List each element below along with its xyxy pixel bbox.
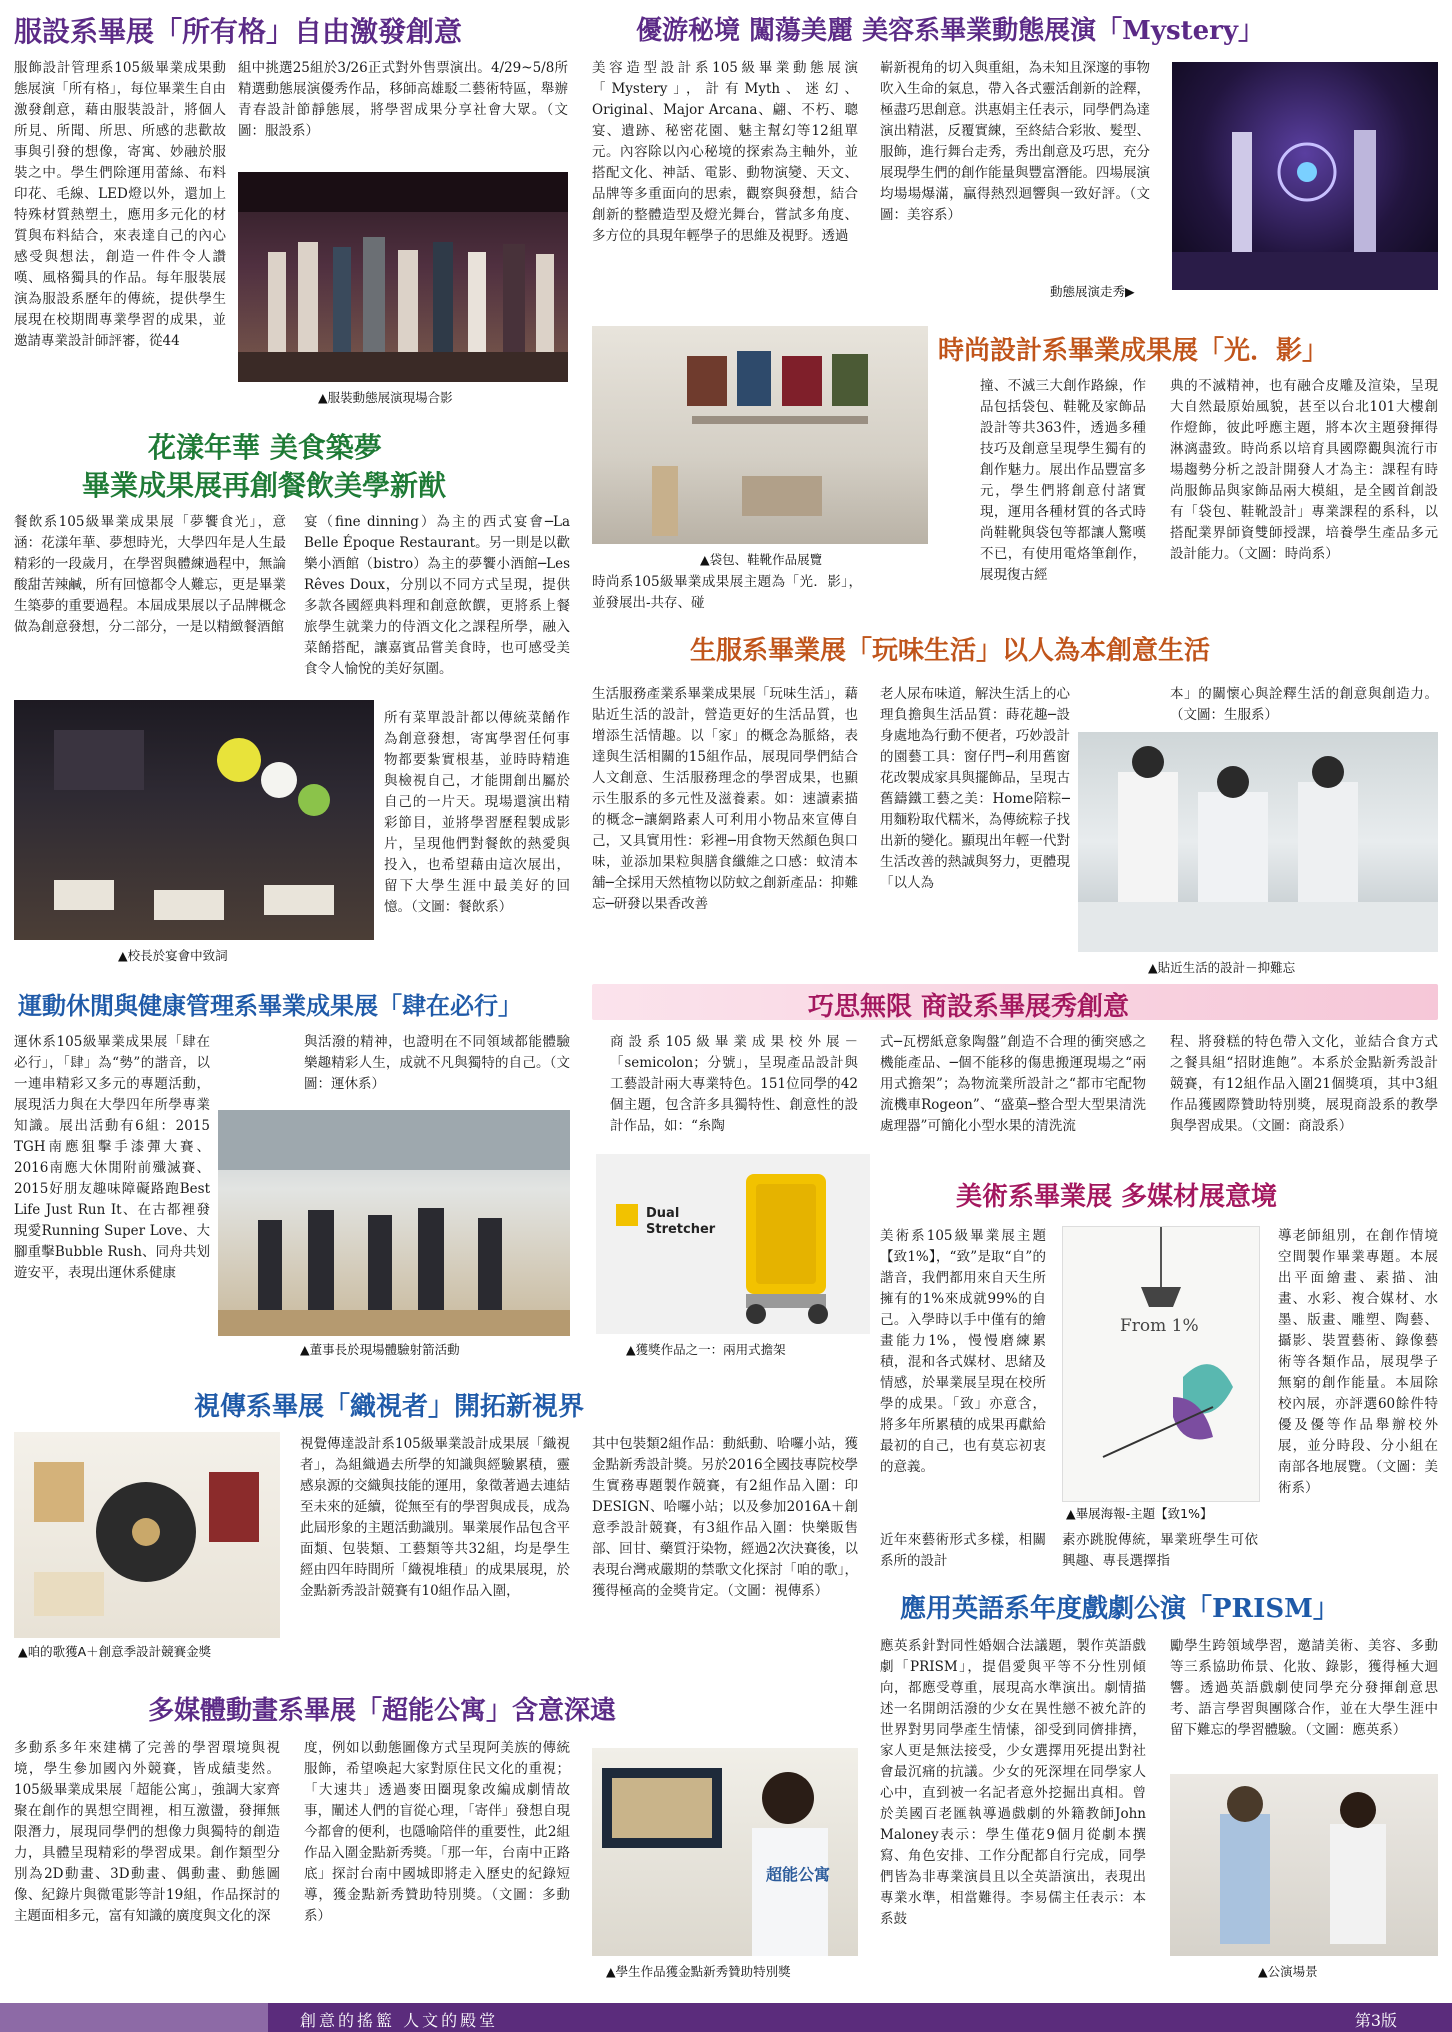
- fine-arts-col2: 導老師組別，在創作情境空間製作畢業專題。本展出平面繪畫、素描、油畫、水彩、複合媒材、水墨、版畫、雕塑、陶藝、攝影、裝置藝術、錄像藝術等各類作品，展現學子無窮的創作能量。本屆除校內展，亦評選60餘件特優及優等作品舉辦校外展，並分時段、分小組在南部各地展覽。（文圖：美術系）: [1278, 1228, 1438, 1496]
- bags-shoes-illustration: [592, 326, 928, 544]
- visual-comm-product-photo: [14, 1432, 280, 1638]
- life-service-title: 生服系畢業展「玩味生活」以人為本創意生活: [690, 636, 1211, 666]
- fine-arts-col1: 美術系105級畢業展主題【致1%】，“致”是取“自”的諧音，我們都用來自天生所擁有的1%來成就99%的自己。入學時以手中僅有的繪畫能力1%，慢慢磨練累積，混和各式媒材、思緒及情感，於畢業展呈現在校所學的成果。「致」亦意含，將多年所累積的成果再獻給最初的自己，也有莫忘初衷的意義。: [880, 1228, 1046, 1475]
- fine-arts-poster-caption: ▲畢展海報-主題【致1%】: [1066, 1506, 1213, 1521]
- life-service-photo-caption: ▲貼近生活的設計－抑難忘: [1148, 960, 1296, 975]
- cosmetology-photo-caption: 動態展演走秀▶: [1050, 284, 1135, 299]
- banquet-balloons-illustration: [14, 700, 374, 940]
- fashion-design-col2: 組中挑選25組於3/26正式對外售票演出。4/29~5/8所精選動態展演優秀作品，移師高雄駁二藝術特區，舉辦青春設計節靜態展，將學習成果分享社會大眾。（文圖：服設系）: [238, 60, 568, 139]
- poster-title-text: From 1%: [1120, 1316, 1199, 1336]
- english-title: 應用英語系年度戲劇公演「PRISM」: [900, 1594, 1339, 1624]
- life-service-photo: [1078, 732, 1438, 952]
- sports-photo-caption: ▲董事長於現場體驗射箭活動: [300, 1342, 460, 1357]
- fine-arts-col2b: 素亦跳脫傳統，畢業班學生可依興趣、專長選擇指: [1062, 1532, 1258, 1569]
- english-col2: 勵學生跨領域學習，邀請美術、美容、多動等三系協助佈景、化妝、錄影，獲得極大迴響。透過英語戲劇使同學充分發揮創意思考、語言學習與團隊合作，並在大學生涯中留下難忘的學習體驗。（文圖：應英系）: [1170, 1638, 1438, 1738]
- culinary-col1: 餐飲系105級畢業成果展「夢饗食光」，意涵：花漾年華、夢想時光，大學四年是人生最精彩的一段歲月，在學習與體練過程中，無論酸甜苦辣鹹，所有回憶都令人難忘，更是畢業生築夢的重要過程。本屆成果展以子品牌概念做為創意發想，分二部分，一是以精緻餐酒館: [14, 514, 286, 635]
- sports-col2: 與活潑的精神，也證明在不同領域都能體驗樂趣精彩人生，成就不凡與獨特的自己。（文圖：運休系）: [304, 1034, 570, 1092]
- cosmetology-show-photo: [1172, 62, 1438, 290]
- stretcher-brand-label: Dual Stretcher: [646, 1206, 716, 1237]
- english-drama-photo: [1170, 1774, 1438, 1956]
- fashion-photo-caption: ▲服裝動態展演現場合影: [318, 390, 453, 405]
- visual-comm-photo-caption: ▲咱的歌獲A＋創意季設計競賽金獎: [18, 1644, 212, 1659]
- accessory-col2: 典的不滅精神，也有融合皮雕及渲染，呈現大自然最原始風貌，甚至以台北101大樓創作燈飾，彼此呼應主題，將本次主題發揮得淋漓盡致。時尚系以培育具國際觀與流行市場趨勢分析之設計開發人才為主：課程有時尚服飾品與家飾品兩大模組，是全國首創設有「袋包、鞋靴設計」專業課程的系科，以搭配業界師資雙師授課，培養學生產品多元設計能力。（文圖：時尚系）: [1170, 378, 1438, 562]
- student-monitor-illustration: [592, 1748, 858, 1956]
- cosmetology-title: 優游秘境 闖蕩美麗 美容系畢業動態展演「Mystery」: [636, 16, 1264, 46]
- visual-comm-title: 視傳系畢展「織視者」開拓新視界: [194, 1392, 585, 1422]
- stretcher-product-photo: [596, 1154, 870, 1334]
- sports-col1: 運休系105級畢業成果展「肆在必行」，「肆」為“勢”的諧音，以一連串精彩又多元的專題活動，展現活力與在大學四年所學專業知識。展出活動有6組：2015 TGH南應狙擊手漆彈大賽、2016南應大休閒附前殲滅賽、2015好朋友趣味障礙路跑Best Life Just Run It、在古都裡發現愛Running Super Love、大腳重擊Bubble Rush、同舟共划遊安平，表現出運休系健康: [14, 1034, 210, 1281]
- record-package-illustration: [14, 1432, 280, 1638]
- life-service-col3: 本」的關懷心與詮釋生活的創意與創造力。（文圖：生服系）: [1170, 686, 1438, 723]
- animation-photo-caption: ▲學生作品獲金點新秀贊助特別獎: [606, 1964, 791, 1979]
- footer-tab: [0, 2003, 268, 2032]
- life-service-col2: 老人尿布味道，解決生活上的心理負擔與生活品質：蒔花趣─設身處地為行動不便者，巧妙設計的園藝工具：窗仔門─利用舊窗花改製成家具與擺飾品，呈現古舊鑄鐵工藝之美：Home陪粽─用麵粉取代糯米，為傳統粽子找出新的變化。顯現出年輕一代對生活改善的熱誠與努力，更體現「以人為: [880, 686, 1070, 891]
- cosmetology-col1: 美容造型設計系105級畢業動態展演「Mystery」，計有Myth、迷幻、Original、Major Arcana、翩、不朽、聰宴、遺跡、秘密花園、魅主幫幻等12組單元。內容除以內心秘境的探索為主軸外，並搭配文化、神話、電影、動物演變、天文、品牌等多重面向的思索，觀察與發想，結合創新的整體造型及燈光舞台，嘗試多角度、多方位的具現年輕學子的思維及視野。透過: [592, 60, 858, 244]
- culinary-photo-caption: ▲校長於宴會中致詞: [118, 948, 228, 963]
- accessory-exhibit-photo: [592, 326, 928, 544]
- accessory-lead: 時尚系105級畢業成果展主題為「光．影」，並發展出-共存、碰: [592, 574, 862, 611]
- commerce-photo-caption: ▲獲獎作品之一：兩用式擔架: [626, 1342, 786, 1357]
- commerce-col3: 程、將發糕的特色帶入文化，並結合食方式之餐具組“招財進飽”。本系於金點新秀設計競賽，有12組作品入圍21個獎項，其中3組作品獲國際贊助特別獎，展現商設系的教學與學習成果。（文圖：商設系）: [1170, 1034, 1438, 1134]
- accessory-title: 時尚設計系畢業成果展「光．影」: [938, 336, 1329, 366]
- fine-arts-col1b: 近年來藝術形式多樣，相關系所的設計: [880, 1532, 1046, 1569]
- animation-col2: 度，例如以動態圖像方式呈現阿美族的傳統服飾，希望喚起大家對原住民文化的重視；「大速共」透過麥田圈現象改編成劇情故事，闡述人們的盲從心理，「寄伴」發想自現今都會的便利，也隱喻陪伴的重要性，此2組作品入圍金點新秀獎。「那一年，台南中正路底」探討台南中國城即將走入歷史的紀錄短導，獲金點新秀贊助特別獎。（文圖：多動系）: [304, 1740, 570, 1924]
- animation-title: 多媒體動畫系畢展「超能公寓」含意深遠: [148, 1696, 617, 1726]
- accessory-photo-caption: ▲袋包、鞋靴作品展覽: [700, 552, 823, 567]
- fine-arts-title: 美術系畢業展 多媒材展意境: [956, 1182, 1278, 1212]
- culinary-col3: 所有菜單設計都以傳統菜餚作為創意發想，寄寓學習任何事物都要紮實根基，並時時精進與檢視自己，才能開創出屬於自己的一片天。現場還演出精彩節目，並將學習歷程製成影片，呈現他們對餐飲的熱愛與投入，也希望藉由這次展出，留下大學生涯中最美好的回憶。（文圖：餐飲系）: [384, 710, 570, 915]
- fashion-design-title: 服設系畢展「所有格」自由激發創意: [14, 15, 463, 48]
- commerce-col2: 式─瓦楞紙意象陶盤”創造不合理的衝突感之機能產品、─個不能移的傷患搬運現場之“兩用式擔架”；為物流業所設計之“都市宅配物流機車Rogeon”、“盛菓─整合型大型果清洗處理器”可簡化小型水果的清洗流: [880, 1034, 1146, 1134]
- poster-lamp-illustration: [1063, 1227, 1259, 1501]
- animation-shirt-text: 超能公寓: [766, 1865, 831, 1884]
- fashion-design-col1: 服飾設計管理系105級畢業成果動態展演「所有格」，每位畢業生自由激發創意，藉由服裝設計，將個人所見、所聞、所思、所感的悲歡故事與引發的想像，寄寓、妙融於服裝之中。學生們除運用蕾絲、布料印花、毛線、LED燈以外，還加上特殊材質熱塑土，應用多元化的材質與布料結合，來表達自己的內心感受與想法，創造一件件令人讚嘆、風格獨具的作品。每年服裝展演為服設系歷年的傳統，提供學生展現在校期間專業學習的成果，並邀請專業設計師評審，從44: [14, 60, 226, 349]
- footer-slogan: 創意的搖籃 人文的殿堂: [300, 2011, 499, 2030]
- culinary-banquet-photo: [14, 700, 374, 940]
- culinary-col2: 宴（fine dinning）為主的西式宴會─La Belle Époque Restaurant。另一則是以歡樂小酒館（bistro）為主的夢饗小酒館─Les Rêves Doux，分別以不同方式呈現，提供多款各國經典料理和創意飲饌，更將系上餐旅學生就業力的侍酒文化之課程所學，融入菜餚搭配，讓嘉賓品嘗美食時，也可感受美食令人愉悅的美好氛圍。: [304, 514, 570, 677]
- page-footer: [0, 2003, 1452, 2032]
- visual-comm-col1: 視覺傳達設計系105級畢業設計成果展「織視者」，為組織過去所學的知識與經驗累積，靈感泉源的交織與技能的運用，象徵著過去連結至未來的延續，從無至有的學習與成長，成為此屆形象的主題活動識別。畢業展作品包含平面類、包裝類、工藝類等共32組，均是學生經由四年時間所「織視堆積」的成果展現，於金點新秀設計競賽有10組作品入圍，: [300, 1436, 570, 1599]
- english-col1: 應英系針對同性婚姻合法議題，製作英語戲劇「PRISM」，提倡愛與平等不分性別傾向，都應受尊重，展現高水準演出。劇情描述一名開朗活潑的少女在異性戀不被允許的世界對男同學產生情愫，卻受到同儕排擠，家人更是無法接受，少女選擇用死提出對社會最沉痛的抗議。少女的死深埋在同學家人心中，直到被一名記者意外挖掘出真相。曾於美國百老匯執導過戲劇的外籍教師John Maloney表示：學生僅花9個月從劇本撰寫、角色安排、工作分配都自行完成，同學們皆為非專業演員且以全英語演出，表現出專業水準，相當難得。李易儒主任表示：本系鼓: [880, 1638, 1146, 1927]
- animation-col1: 多動系多年來建構了完善的學習環境與視境，學生參加國內外競賽，皆成績斐然。105級畢業成果展「超能公寓」，強調大家齊聚在創作的異想空間裡，相互激盪，發揮無限潛力，展現同學們的想像力與獨特的創造力，具體呈現精彩的學習成果。創作類型分別為2D動畫、3D動畫、偶動畫、動態圖像、紀錄片與微電影等計19組，作品探討的主題面相多元，富有知識的廣度與文化的深: [14, 1740, 280, 1924]
- sports-archery-photo: [218, 1110, 570, 1336]
- life-service-col1: 生活服務產業系畢業成果展「玩味生活」，藉貼近生活的設計，營造更好的生活品質，也增添生活情趣。以「家」的概念為脈絡，表達與生活相關的15組作品，展現同學們結合人文創意、生活服務理念的學習成果，也顯示生服系的多元性及滋養素。如：速讀素描的概念─讓網路素人可利用小物品來宣傳自己，又具實用性：彩裡─用食物天然顏色與口味，並添加果粒與膳食纖維之口感：蚊清本舖─全採用天然植物以防蚊之創新產品：抑難忘─研發以果香改善: [592, 686, 858, 912]
- visual-comm-col2: 其中包裝類2組作品：動紙動、哈囉小站，獲金點新秀設計獎。另於2016全國技專院校學生實務專題製作競賽，有2組作品入圍：印DESIGN、哈囉小站；以及參加2016A＋創意季設計競賽，有3組作品入圍：快樂販售部、回甘、藥質汙染物，經過2次決賽後，以表現台灣戒嚴期的禁歌文化探討「咱的歌」，獲得極高的金獎肯定。（文圖：視傳系）: [592, 1436, 858, 1599]
- gym-crowd-illustration: [218, 1110, 570, 1336]
- commerce-col1: 商設系105級畢業成果校外展－「semicolon；分號」，呈現產品設計與工藝設計兩大專業特色。151位同學的42個主題，包含許多具獨特性、創意性的設計作品，如：“糸陶: [610, 1034, 858, 1134]
- culinary-title-line1: 花漾年華 美食築夢: [148, 431, 382, 464]
- culinary-title-line2: 畢業成果展再創餐飲美學新猷: [82, 469, 447, 502]
- fine-arts-poster: [1062, 1226, 1260, 1502]
- english-photo-caption: ▲公演場景: [1258, 1964, 1318, 1979]
- cosmetology-col2: 嶄新視角的切入與重組，為未知且深邃的事物吹入生命的氣息，帶入各式靈活創新的詮釋，極盡巧思創意。洪惠娟主任表示，同學們為達演出精湛，反覆實練，至終結合彩妝、髮型、服飾，進行舞台走秀，秀出創意及巧思，充分展現學生們的創作能量與豐富潛能。四場展演均場場爆滿，贏得熱烈迴響與一致好評。（文圖：美容系）: [880, 60, 1150, 223]
- commerce-title: 巧思無限 商設系畢展秀創意: [808, 992, 1130, 1022]
- sports-title: 運動休閒與健康管理系畢業成果展「肆在必行」: [18, 991, 522, 1020]
- stretcher-illustration: [596, 1154, 870, 1334]
- fashion-models-illustration: [238, 172, 568, 382]
- animation-student-photo: [592, 1748, 858, 1956]
- footer-page-number: 第3版: [1354, 2011, 1397, 2030]
- accessory-col1: 撞、不滅三大創作路線，作品包括袋包、鞋靴及家飾品設計等共363件，透過多種技巧及創意呈現學生獨有的創作魅力。展出作品豐富多元，學生們將創意付諸實現，運用各種材質的各式時尚鞋靴與袋包等都讓人驚嘆不已，有使用電烙筆創作，展現復古經: [980, 378, 1146, 583]
- stage-actors-illustration: [1170, 1774, 1438, 1956]
- students-display-illustration: [1078, 732, 1438, 952]
- fashion-runway-photo: [238, 172, 568, 382]
- stage-models-illustration: [1172, 62, 1438, 290]
